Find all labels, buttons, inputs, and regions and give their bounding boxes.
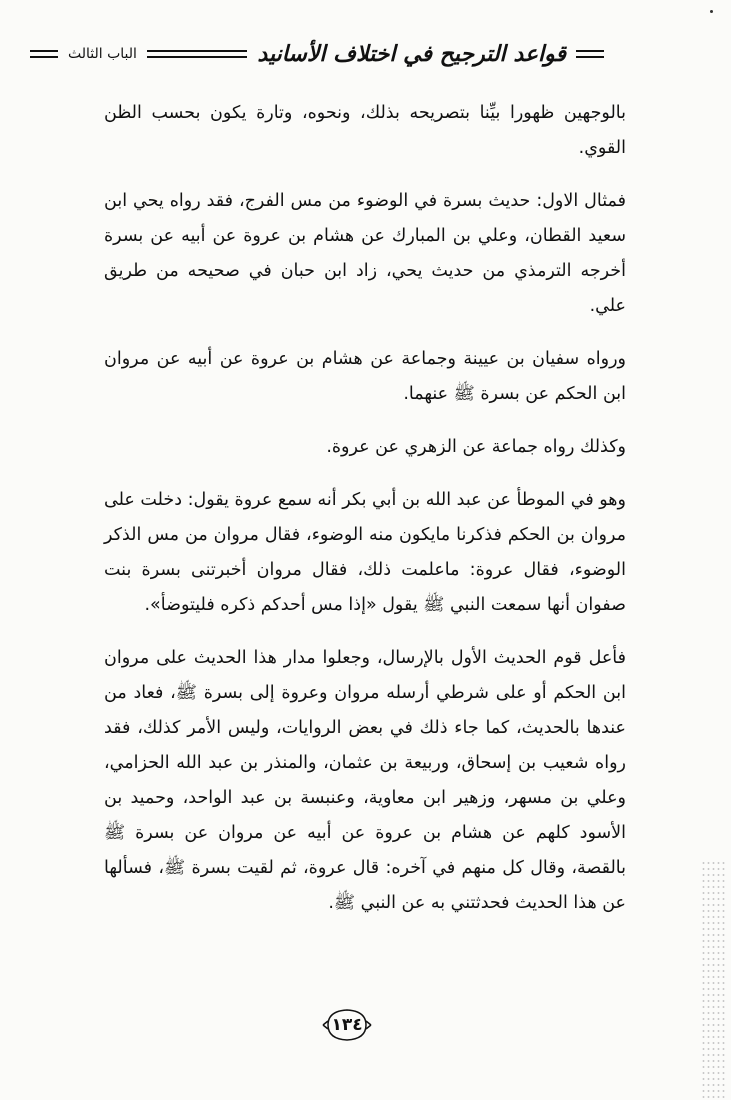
- corner-mark: [710, 10, 713, 13]
- paragraph: وهو في الموطأ عن عبد الله بن أبي بكر أنه سمع عروة يقول: دخلت على مروان بن الحكم فذكرنا مايكون منه الوضوء، فقال مروان من مس الذكر الوضوء، فقال عروة: ماعلمت ذلك، فقال مروان أخبرتنى بسرة بنت صفوان أنها سمعت النبي ﷺ يقول «إذا مس أحدكم ذكره فليتوضأ».: [104, 490, 626, 615]
- chapter-title: الباب الثالث: [68, 46, 137, 62]
- paragraph: وكذلك رواه جماعة عن الزهري عن عروة.: [326, 437, 626, 457]
- header-rule-right: [576, 50, 604, 58]
- page-header: [30, 34, 604, 74]
- paragraph: فمثال الاول: حديث بسرة في الوضوء من مس الفرج، فقد رواه يحي ابن سعيد القطان، وعلي بن المبارك عن هشام بن عروة عن أبيه عن بسرة أخرجه الترمذي من حديث يحي، زاد ابن حبان في صحيحه من طريق علي.: [104, 191, 626, 316]
- page-number-ornament: [320, 1005, 374, 1045]
- header-rule-left: [30, 50, 58, 58]
- page-number: ١٣٤: [331, 1015, 363, 1035]
- scan-edge-texture: [701, 860, 725, 1100]
- paragraph: فأعل قوم الحديث الأول بالإرسال، وجعلوا مدار هذا الحديث على مروان ابن الحكم أو على شرطي أرسله مروان وعروة إلى بسرة ﷺ، فعاد من عندها بالحديث، كما جاء ذلك في بعض الروايات، وليس الأمر كذلك، فقد رواه شعيب بن إسحاق، وربيعة بن عثمان، والمنذر بن عبد الله الحزامي، وعلي بن مسهر، وزهير ابن معاوية، وعنبسة بن عبد الواحد، وحميد بن الأسود كلهم عن هشام بن عروة عن أبيه عن مروان عن بسرة ﷺ بالقصة، وقال كل منهم في آخره: قال عروة، ثم لقيت بسرة ﷺ، فسألها عن هذا الحديث فحدثتني به عن النبي ﷺ.: [104, 648, 626, 913]
- paragraph: ورواه سفيان بن عيينة وجماعة عن هشام بن عروة عن أبيه عن مروان ابن الحكم عن بسرة ﷺ عنهما.: [104, 349, 626, 404]
- paragraph: بالوجهين ظهورا بيِّنا بتصريحه بذلك، ونحوه، وتارة يكون بحسب الظن القوي.: [104, 103, 626, 158]
- body-text: [104, 96, 626, 939]
- header-rule-middle: [147, 50, 247, 58]
- book-title: قواعد الترجيح في اختلاف الأسانيد: [257, 41, 566, 67]
